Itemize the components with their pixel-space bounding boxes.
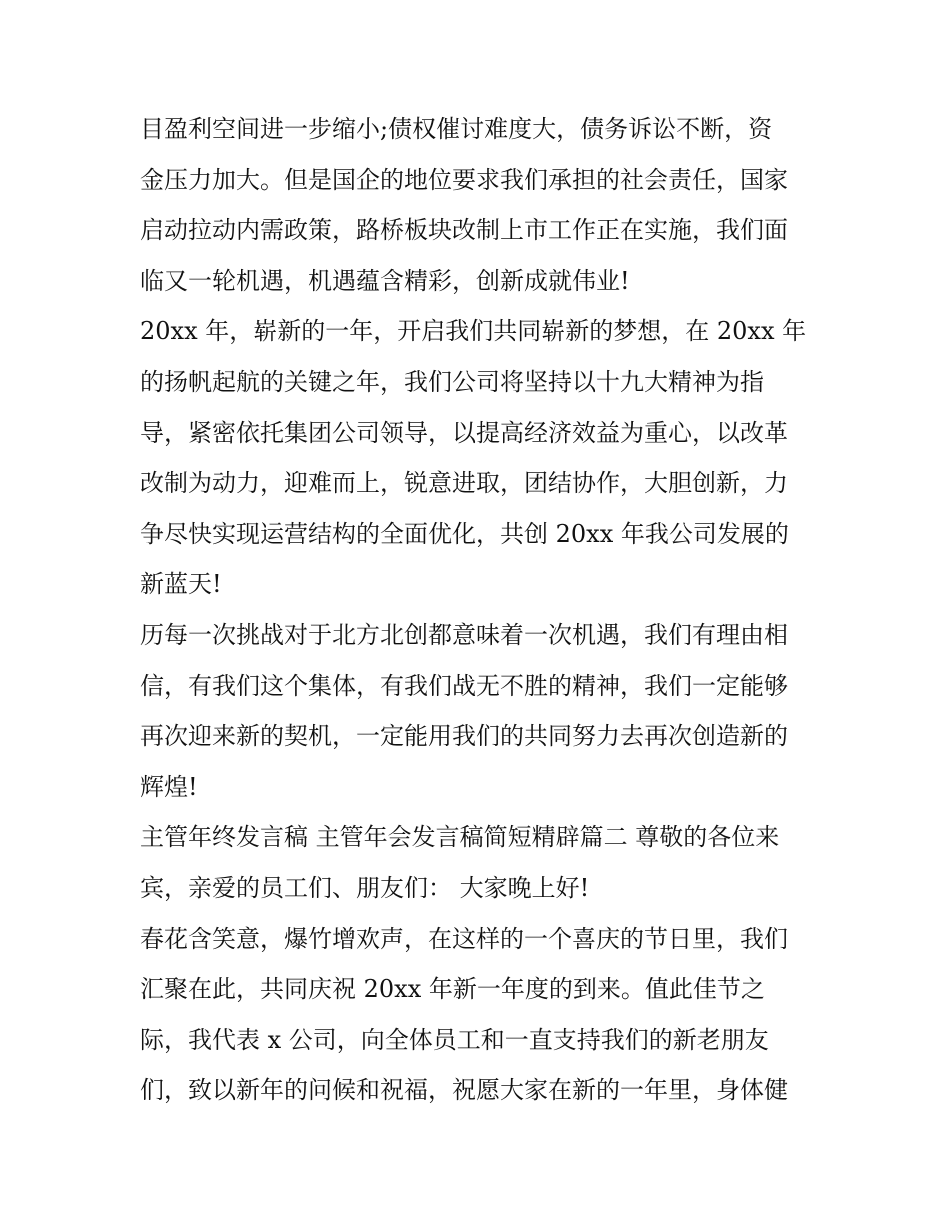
text-line-13: 再次迎来新的契机，一定能用我们的共同努力去再次创造新的 [140,722,788,751]
text-line-6: 的扬帆起航的关键之年，我们公司将坚持以十九大精神为指 [140,367,764,396]
text-line-2: 金压力加大。但是国企的地位要求我们承担的社会责任，国家 [140,165,788,194]
text-line-18: 汇聚在此，共同庆祝 20xx 年新一年度的到来。值此佳节之 [140,975,765,1004]
text-line-1: 目盈利空间进一步缩小;债权催讨难度大，债务诉讼不断，资 [140,115,773,143]
text-line-8: 改制为动力，迎难而上，锐意进取，团结协作，大胆创新，力 [140,469,788,498]
text-line-17: 春花含笑意，爆竹增欢声，在这样的一个喜庆的节日里，我们 [140,924,788,953]
text-line-15: 主管年终发言稿 主管年会发言稿简短精辟篇二 尊敬的各位来 [140,823,780,852]
text-line-20: 们，致以新年的问候和祝福，祝愿大家在新的一年里，身体健 [140,1076,788,1105]
text-line-16: 宾，亲爱的员工们、朋友们： 大家晚上好! [140,873,590,902]
text-line-11: 历每一次挑战对于北方北创都意味着一次机遇，我们有理由相 [140,620,788,649]
text-line-9: 争尽快实现运营结构的全面优化，共创 20xx 年我公司发展的 [140,519,789,548]
text-line-14: 辉煌! [140,772,198,801]
document-body [140,104,820,1116]
text-line-7: 导，紧密依托集团公司领导，以提高经济效益为重心，以改革 [140,418,788,447]
text-line-5: 20xx 年，崭新的一年，开启我们共同崭新的梦想，在 20xx 年 [140,317,807,346]
text-line-19: 际，我代表 x 公司，向全体员工和一直支持我们的新老朋友 [140,1025,769,1054]
text-line-3: 启动拉动内需政策，路桥板块改制上市工作正在实施，我们面 [140,216,788,245]
text-line-10: 新蓝天! [140,570,222,599]
text-line-4: 临又一轮机遇，机遇蕴含精彩，创新成就伟业! [140,266,630,295]
text-line-12: 信，有我们这个集体，有我们战无不胜的精神，我们一定能够 [140,671,788,700]
